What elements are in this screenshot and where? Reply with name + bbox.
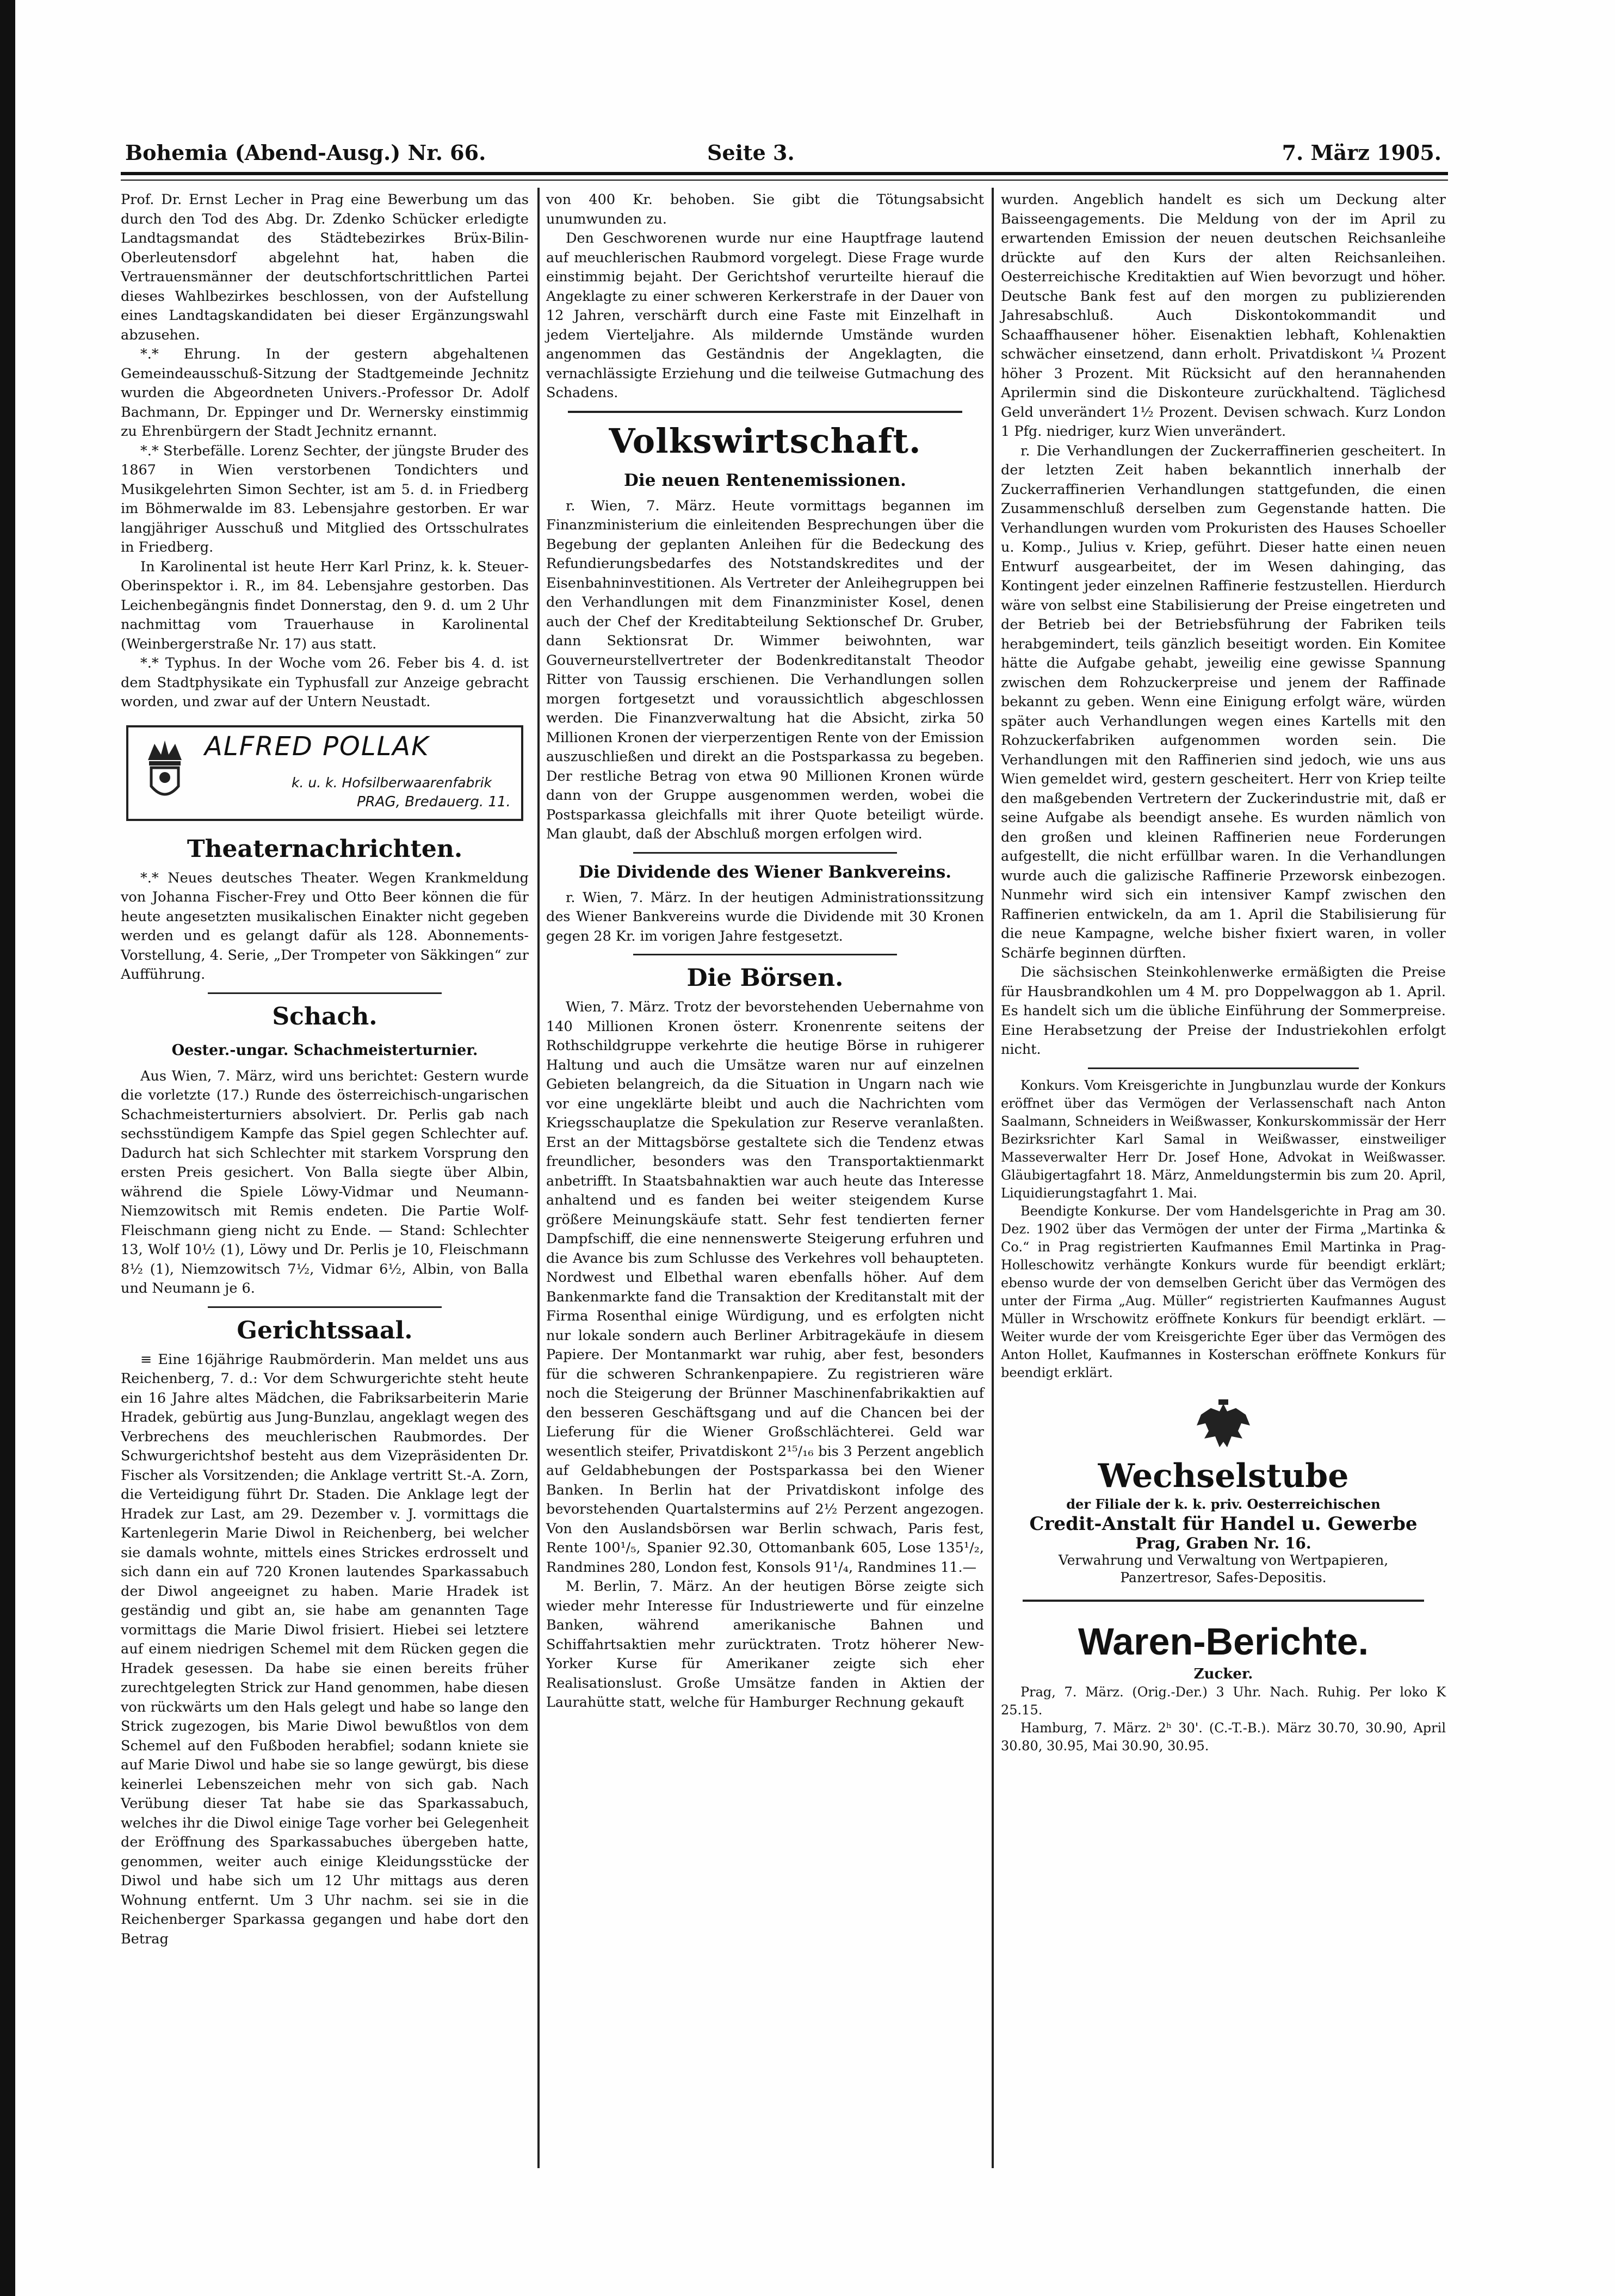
column-divider-2	[992, 188, 994, 2168]
article-geschworene: Den Geschworenen wurde nur eine Hauptfrage lautend auf meuchlerischen Raubmord vorgelegt. Diese Frage wurde einstimmig bejaht. Der Gerichtshof verurteilte hierauf die Angeklagte zu einer schweren Kerkerstrafe in der Dauer von 12 Jahren, verschärft durch eine Faste mit Einzelhaft in jedem Vierteljahre. Als mildernde Umstände wurden angenommen das Geständnis der Angeklagten, die vernachlässigte Erziehung und die teilweise Gutmachung des Schadens.	[546, 230, 984, 401]
column-2	[546, 190, 984, 1713]
article-boerse-cont: wurden. Angeblich handelt es sich um Deckung alter Baisseengagements. Die Meldung von der im April zu erwartenden Emission der neuen deutschen Reichsanleihe drückte auf den Kurs der alten Reichsanleihen. Oesterreichische Kreditaktien auf Wien bevorzugt und höher. Deutsche Bank fest auf den morgen zu publizierenden Jahresabschluß. Auch Diskontokommandit und Schaaffhausener höher. Eisenaktien lebhaft, Kohlenaktien schwächer einsetzend, dann erholt. Privatdiskont ¼ Prozent höher 3 Prozent. Mit Rücksicht auf den herannahenden Aprilermin sind die Diskonteure zurückhaltend. Täglichesd Geld unverändert 1½ Prozent. Devisen schwach. Kurz London 1 Pfg. niedriger, kurz Wien unverändert.	[1001, 192, 1446, 440]
header-issue: Bohemia (Abend-Ausg.) Nr. 66.	[125, 140, 486, 165]
article-boerse-wien: Wien, 7. März. Trotz der bevorstehenden Uebernahme von 140 Millionen Kronen österr. Kronenrente seitens der Rothschildgruppe verkehrte die heutige Börse in ruhigerer Haltung und auch die Umsätze waren nur auf einzelnen Gebieten belangreich, da die Situation in Ungarn nach wie vor eine ungeklärte bleibt und auch die Nachrichten vom Kriegsschauplatze die Spekulation zur Reserve veranlaßten. Erst an der Mittagsbörse gestaltete sich die Tendenz etwas freundlicher, besonders was den Transportaktienmarkt anbetrifft. In Staatsbahnaktien war auch heute das Interesse anhaltend und es fanden bei weiter steigendem Kurse größere Meinungskäufe statt. Sehr fest tendierten ferner Dampfschiff, die eine nennenswerte Steigerung erfuhren und die Avance bis zum Schlusse des Verkehres voll behaupteten. Nordwest und Elbethal waren ebenfalls höher. Auf dem Bankenmarkte fand die Transaktion der Kreditanstalt mit der Firma Rosenthal einige Würdigung, und es erfolgten nicht nur lokale sondern auch Berliner Arbitragekäufe in diesem Papiere. Der Montanmarkt war ruhig, aber fest, besonders für die schweren Schrankenpapiere. Zu registrieren wäre noch die Steigerung der Brünner Maschinenfabrikaktien auf den besseren Geschäftsgang und auf die Chancen bei der Lieferung für die Wiener Großschlächterei. Geld war wesentlich steifer, Privatdiskont 2¹⁵/₁₆ bis 3 Perzent angeblich auf Geldabhebungen der Postsparkassa bei den Wiener Banken. In Berlin hat der Privatdiskont infolge des bevorstehenden Quartalstermins auf 2½ Perzent angezogen. Von den Auslandsbörsen war Berlin schwach, Paris fest, Rente 100¹/₅, Spanier 92.30, Ottomanbank 605, Lose 135¹/₂, Randmines 280, London fest, Konsols 91¹/₄, Randmines 11.—	[546, 999, 984, 1576]
subhead-dividende: Die Dividende des Wiener Bankvereins.	[578, 862, 952, 882]
bank-line5: Panzertresor, Safes-Depositis.	[1120, 1569, 1327, 1585]
header-rule-thin	[121, 180, 1448, 181]
pollak-advertisement	[126, 725, 523, 821]
subhead-rentenemissionen: Die neuen Rentenemissionen.	[624, 470, 906, 490]
double-eagle-icon	[1193, 1398, 1253, 1453]
article-dividende: r. Wien, 7. März. In der heutigen Administrationssitzung des Wiener Bankvereins wurde die Dividende mit 30 Kronen gegen 28 Kr. im vorigen Jahre festgesetzt.	[546, 889, 984, 945]
section-title-gerichtssaal: Gerichtssaal.	[237, 1316, 413, 1344]
separator	[208, 1306, 442, 1308]
article-rentenemissionen: r. Wien, 7. März. Heute vormittags begannen im Finanzministerium die einleitenden Besprechungen über die Begebung der geplanten Anleihen für die Bedeckung des Refundierungsbedarfes des Notstandskredites und der Eisenbahninvestitionen. Als Vertreter der Anleihegruppen bei den Verhandlungen mit dem Finanzminister Kosel, denen auch der Chef der Kreditabteilung Sektionschef Dr. Gruber, dann Sektionsrat Dr. Wimmer beiwohnten, war Gouverneurstellvertreter der Bodenkreditanstalt Theodor Ritter von Taussig erschienen. Die Verhandlungen sollen morgen fortgesetzt und voraussichtlich abgeschlossen werden. Die Finanzverwaltung hat die Absicht, zirka 50 Millionen Kronen der vierperzentigen Rente von der Emission auszuschließen und direkt an die Postsparkassa zu begeben. Der restliche Betrag von etwa 90 Millionen Kronen würde dann von der Gruppe ausgenommen werden, wobei die Postsparkassa gleichfalls mit ihrer Quote beteiligt würde. Man glaubt, daß der Abschluß morgen erfolgen wird.	[546, 497, 984, 842]
article-schach: Aus Wien, 7. März, wird uns berichtet: Gestern wurde die vorletzte (17.) Runde des österreichisch-ungarischen Schachmeisterturniers absolviert. Dr. Perlis gab nach sechsstündigem Kampfe das Spiel gegen Schlechter auf. Dadurch hat sich Schlechter mit starkem Vorsprung den ersten Preis gesichert. Von Balla siegte über Albin, während die Spiele Löwy-Vidmar und Neumann-Niemzowitsch mit Remis endeten. Die Partie Wolf-Fleischmann gieng nicht zu Ende. — Stand: Schlechter 13, Wolf 10½ (1), Löwy und Dr. Perlis je 10, Fleischmann 8½ (1), Niemzowitsch 7½, Vidmar 6½, Albin, von Balla und Neumann je 6.	[121, 1067, 529, 1297]
separator	[568, 411, 962, 413]
separator	[633, 954, 897, 955]
article-boerse-berlin: M. Berlin, 7. März. An der heutigen Börse zeigte sich wieder mehr Interesse für Industriewerte und für einzelne Banken, während amerikanische Bahnen und Schiffahrtsaktien mehr zurücktraten. Trotz höherer New-Yorker Kurse für Amerikaner zeigte sich eher Realisationslust. Große Umsätze fanden in Aktien der Laurahütte statt, welche für Hamburger Rechnung gekauft	[546, 1578, 984, 1711]
article-konkurs: Konkurs. Vom Kreisgerichte in Jungbunzlau wurde der Konkurs eröffnet über das Vermögen der Verlassenschaft nach Anton Saalmann, Schneiders in Weißwasser, Konkurskommissär der Herr Bezirksrichter Karl Samal in Weißwasser, einstweiliger Masseverwalter Herr Dr. Josef Hone, Advokat in Weißwasser. Gläubigertagfahrt 18. März, Anmeldungstermin bis zum 20. April, Liquidierungstagfahrt 1. Mai.	[1001, 1077, 1446, 1201]
section-title-theater: Theaternachrichten.	[187, 835, 463, 863]
ad-line2: k. u. k. Hofsilberwaarenfabrik	[292, 774, 492, 791]
binding-edge	[0, 0, 15, 2296]
bank-line2: Credit-Anstalt für Handel u. Gewerbe	[1029, 1513, 1418, 1535]
section-title-warenberichte: Waren-Berichte.	[1078, 1620, 1369, 1663]
bank-address: Prag, Graben Nr. 16.	[1135, 1534, 1311, 1552]
article-prinz: In Karolinental ist heute Herr Karl Prinz, k. k. Steuer-Oberinspektor i. R., im 84. Lebensjahre gestorben. Das Leichenbegängnis findet Donnerstag, den 9. d. um 2 Uhr nachmittag vom Trauerhause in Karolinental (Weinbergerstraße Nr. 17) aus statt.	[121, 558, 529, 652]
section-title-schach: Schach.	[272, 1002, 378, 1030]
page-header	[125, 140, 1441, 173]
report-hamburg: Hamburg, 7. März. 2ʰ 30'. (C.-T.-B.). März 30.70, 30.90, April 30.80, 30.95, Mai 30.90, 30.95.	[1001, 1720, 1446, 1754]
separator	[1088, 1067, 1359, 1069]
article-sterbefaelle: *.* Sterbefälle. Lorenz Sechter, der jüngste Bruder des 1867 in Wien verstorbenen Tondichters und Musikgelehrten Simon Sechter, ist am 5. d. in Friedberg im Böhmerwalde im 83. Lebensjahre gestorben. Er war langjähriger Ausschuß und Mitglied des Ortsschulrates in Friedberg.	[121, 442, 529, 556]
article-raubmoerderin: ≡ Eine 16jährige Raubmörderin. Man meldet uns aus Reichenberg, 7. d.: Vor dem Schwurgerichte steht heute ein 16 Jahre altes Mädchen, die Fabriksarbeiterin Marie Hradek, gebürtig aus Jung-Bunzlau, angeklagt wegen des Verbrechens des meuchlerischen Raubmordes. Der Schwurgerichtshof besteht aus dem Vizepräsidenten Dr. Fischer als Vorsitzenden; die Anklage vertritt St.-A. Zorn, die Verteidigung führt Dr. Staden. Die Anklage legt der Hradek zur Last, am 29. Dezember v. J. vormittags die Kartenlegerin Marie Diwol in Reichenberg, bei welcher sie damals wohnte, mittels eines Strickes erdrosselt und sich dann ein auf 720 Kronen lautendes Sparkassabuch der Diwol angeeignet zu haben. Marie Hradek ist geständig und gibt an, sie habe am genannten Tage vormittags die Marie Diwol frisiert. Hiebei sei letztere auf einem niedrigen Schemel mit dem Rücken gegen die Hradek gesessen. Da habe sie einen bereits früher zurechtgelegten Strick zur Hand genommen, habe diesen von rückwärts um den Hals gelegt und habe so lange den Strick zugezogen, bis Marie Diwol bewußtlos von dem Schemel auf den Fußboden herabfiel; sodann kniete sie auf Marie Diwol und habe sie so lange gewürgt, bis diese keinerlei Lebenszeichen mehr von sich gab. Nach Verübung dieser Tat habe sie das Sparkassabuch, welches ihr die Diwol einige Tage vorher bei Gelegenheit der Eröffnung des Sparkassabuches übergeben hatte, genommen, weiter auch einige Kleidungsstücke der Diwol und habe sich um 12 Uhr mittags aus deren Wohnung entfernt. Um 3 Uhr nachm. sei sie in die Reichenberger Sparkassa gegangen und habe dort den Betrag	[121, 1351, 529, 1947]
subhead-zucker: Zucker.	[1193, 1665, 1253, 1682]
bank-line1: der Filiale der k. k. priv. Oesterreichischen	[1066, 1496, 1381, 1512]
article-raubmoerderin-cont: von 400 Kr. behoben. Sie gibt die Tötungsabsicht unumwunden zu.	[546, 192, 984, 227]
article-typhus: *.* Typhus. In der Woche vom 26. Feber bis 4. d. ist dem Stadtphysikate ein Typhusfall zur Anzeige gebracht worden, und zwar auf der Untern Neustadt.	[121, 655, 529, 710]
credit-anstalt-advertisement	[1001, 1398, 1446, 1587]
header-rule	[121, 172, 1448, 175]
article-steinkohlenwerke: Die sächsischen Steinkohlenwerke ermäßigten die Preise für Hausbrandkohlen um 4 M. pro Doppelwaggon ab 1. April. Es handelt sich um die übliche Einführung der Sommerpreise. Eine Herabsetzung der Preise der Industriekohlen erfolgt nicht.	[1001, 964, 1446, 1058]
separator	[208, 992, 442, 994]
article-ehrung: *.* Ehrung. In der gestern abgehaltenen Gemeindeausschuß-Sitzung der Stadtgemeinde Jechnitz wurden die Abgeordneten Univers.-Professor Dr. Adolf Bachmann, Dr. Eppinger und Dr. Wernersky einstimmig zu Ehrenbürgern der Stadt Jechnitz ernannt.	[121, 346, 529, 440]
header-page-number: Seite 3.	[707, 140, 795, 165]
separator	[633, 852, 897, 854]
ad-address: PRAG, Bredauerg. 11.	[357, 793, 511, 810]
article-beendigte-konkurse: Beendigte Konkurse. Der vom Handelsgerichte in Prag am 30. Dez. 1902 über das Vermögen der unter der Firma „Martinka & Co.“ in Prag registrierten Kaufmannes Emil Martinka in Prag-Holleschowitz verhängte Konkurs wurde für beendigt erklärt; ebenso wurde der von demselben Gericht über das Vermögen des unter der Firma „Aug. Müller“ registrierten Kaufmannes August Müller in Wrschowitz eröffnete Konkurs für beendigt erklärt. — Weiter wurde der vom Kreisgerichte Eger über das Vermögen des Anton Hollet, Kaufmannes in Kosterschan eröffnete Konkurs für beendigt erklärt.	[1001, 1203, 1446, 1380]
subhead-schachturnier: Oester.-ungar. Schachmeisterturnier.	[171, 1041, 478, 1059]
column-1	[121, 190, 529, 1949]
report-prag: Prag, 7. März. (Orig.-Der.) 3 Uhr. Nach. Ruhig. Per loko K 25.15.	[1001, 1684, 1446, 1718]
section-title-volkswirtschaft: Volkswirtschaft.	[609, 421, 921, 461]
article-theater: *.* Neues deutsches Theater. Wegen Krankmeldung von Johanna Fischer-Frey und Otto Beer können die für heute angesetzten musikalischen Einakter nicht gegeben werden und es gelangt dafür als 128. Abonnements-Vorstellung, 4. Serie, „Der Trompeter von Säkkingen“ zur Aufführung.	[121, 869, 529, 983]
section-title-boersen: Die Börsen.	[686, 964, 844, 992]
article-zuckerraffinerien: r. Die Verhandlungen der Zuckerraffinerien gescheitert. In der letzten Zeit haben bekanntlich innerhalb der Zuckerraffinerien Verhandlungen stattgefunden, die einen Zusammenschluß derselben zum Gegenstande hatten. Die Verhandlungen wurden vom Prokuristen des Hauses Schoeller u. Komp., Julius v. Kriep, geführt. Dieser hatte einen neuen Entwurf ausgearbeitet, der im Wesen dahinging, das Kontingent jeder einzelnen Raffinerie festzustellen. Hierdurch wäre von selbst eine Stabilisierung der Preise eingetreten und der Betrieb bei der Betriebsführung der Fabriken teils herabgemindert, teils gänzlich beseitigt worden. Ein Komitee hätte die Aufgabe gehabt, jeweilig eine gewisse Spannung zwischen dem Rohzuckerpreise und jenem der Raffinade bekannt zu geben. Wenn eine Einigung erfolgt wäre, würden später auch Verhandlungen wegen eines Kartells mit den Rohzuckerfabriken aufgenommen worden sein. Die Verhandlungen mit den Raffinerien sind jedoch, wie uns aus Wien gemeldet wird, gestern gescheitert. Herr von Kriep teilte den maßgebenden Vertretern der Zuckerindustrie mit, daß er seine Aufgabe als beendigt ansehe. Es wurden nämlich von den großen und kleinen Raffinerien neue Forderungen aufgestellt, die nicht erfüllbar waren. In die Verhandlungen wurde auch die galizische Raffinerie Przeworsk einbezogen. Nunmehr wird sich ein intensiver Kampf zwischen den Raffinerien entwickeln, da am 1. April die Stabilisierung für die neue Kampagne, welche bisher fixiert waren, in voller Schärfe beginnen dürften.	[1001, 442, 1446, 961]
bank-line4: Verwahrung und Verwaltung von Wertpapieren,	[1058, 1552, 1389, 1568]
separator	[1023, 1600, 1424, 1602]
ad-name: ALFRED POLLAK	[205, 731, 430, 762]
header-date: 7. März 1905.	[1282, 140, 1441, 165]
column-divider-1	[537, 188, 540, 2168]
column-3	[1001, 190, 1446, 1755]
crown-crest-icon	[144, 738, 186, 804]
article-lecher: Prof. Dr. Ernst Lecher in Prag eine Bewerbung um das durch den Tod des Abg. Dr. Zdenko Schücker erledigte Landtagsmandat des Städtebezirkes Brüx-Bilin-Oberleutensdorf abgelehnt hat, haben die Vertrauensmänner der deutschfortschrittlichen Partei dieses Wahlbezirkes beschlossen, von der Aufstellung eines Landtagskandidaten bei dieser Ergänzungswahl abzusehen.	[121, 192, 529, 343]
bank-title: Wechselstube	[1098, 1456, 1349, 1495]
